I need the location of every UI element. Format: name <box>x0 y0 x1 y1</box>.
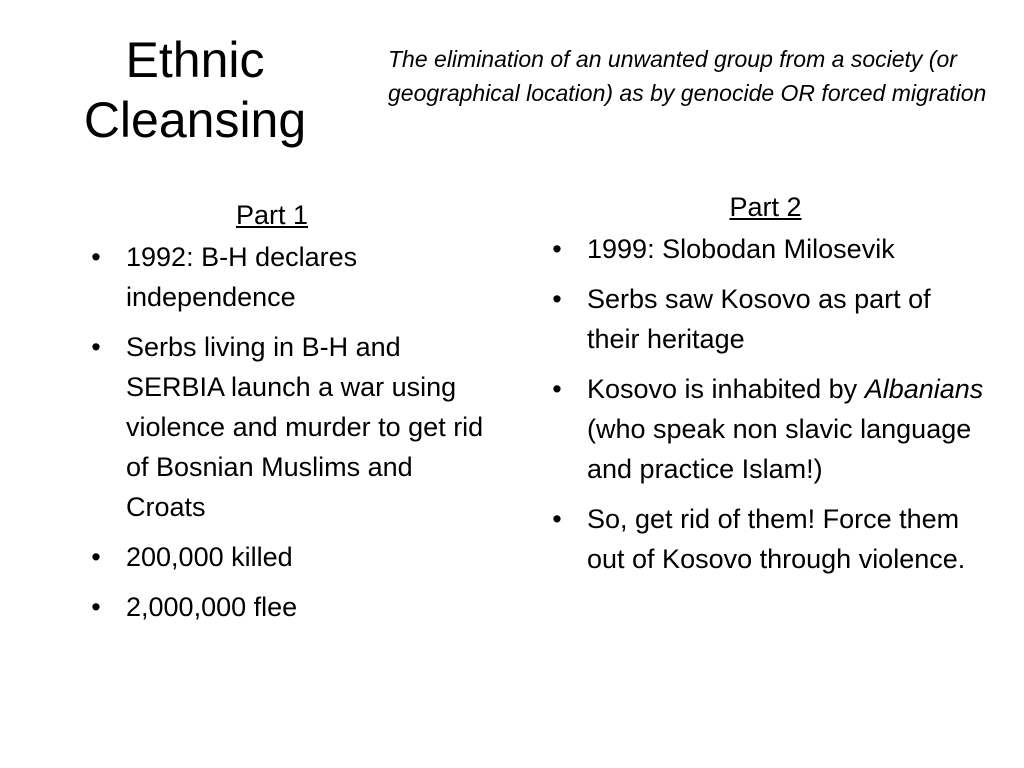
list-item <box>82 327 492 527</box>
list-item-text: Serbs saw Kosovo as part of their heritage <box>587 284 931 354</box>
list-item-text <box>587 374 983 484</box>
part-1-list <box>82 237 492 627</box>
albanians-emphasis: Albanians <box>864 374 984 404</box>
bullet-icon: • <box>91 332 101 362</box>
bullet-icon: • <box>91 242 101 272</box>
list-item-text: 1992: B-H declares independence <box>126 242 358 312</box>
slide-title <box>40 30 350 150</box>
list-item <box>82 537 492 577</box>
list-item-text-before: Kosovo is inhabited by <box>587 374 865 404</box>
list-item <box>82 237 492 317</box>
list-item-text: 1999: Slobodan Milosevik <box>587 234 895 264</box>
definition-text: The elimination of an unwanted group from a society (or geographical location) as by genocide OR forced migration <box>388 46 987 106</box>
list-item <box>543 229 988 269</box>
list-item-text-after: (who speak non slavic language and practice Islam!) <box>587 414 972 484</box>
bullet-icon: • <box>552 374 562 404</box>
title-line-1: Ethnic <box>125 32 265 88</box>
part-1-column <box>82 195 492 637</box>
list-item-text: So, get rid of them! Force them out of Kosovo through violence. <box>587 504 966 574</box>
list-item <box>82 587 492 627</box>
bullet-icon: • <box>552 284 562 314</box>
title-line-2: Cleansing <box>83 92 307 148</box>
list-item <box>543 499 988 579</box>
part-2-column <box>543 187 988 589</box>
bullet-icon: • <box>552 504 562 534</box>
list-item <box>543 279 988 359</box>
part-1-heading: Part 1 <box>235 200 309 230</box>
part-2-heading: Part 2 <box>729 192 802 222</box>
part-2-list <box>543 229 988 579</box>
bullet-icon: • <box>552 234 562 264</box>
bullet-icon: • <box>91 592 101 622</box>
bullet-icon: • <box>91 542 101 572</box>
list-item <box>543 369 988 489</box>
list-item-text: Serbs living in B-H and SERBIA launch a war using violence and murder to get rid of Bosnian Muslims and Croats <box>126 332 484 522</box>
list-item-text: 200,000 killed <box>126 542 293 572</box>
list-item-text: 2,000,000 flee <box>126 592 298 622</box>
